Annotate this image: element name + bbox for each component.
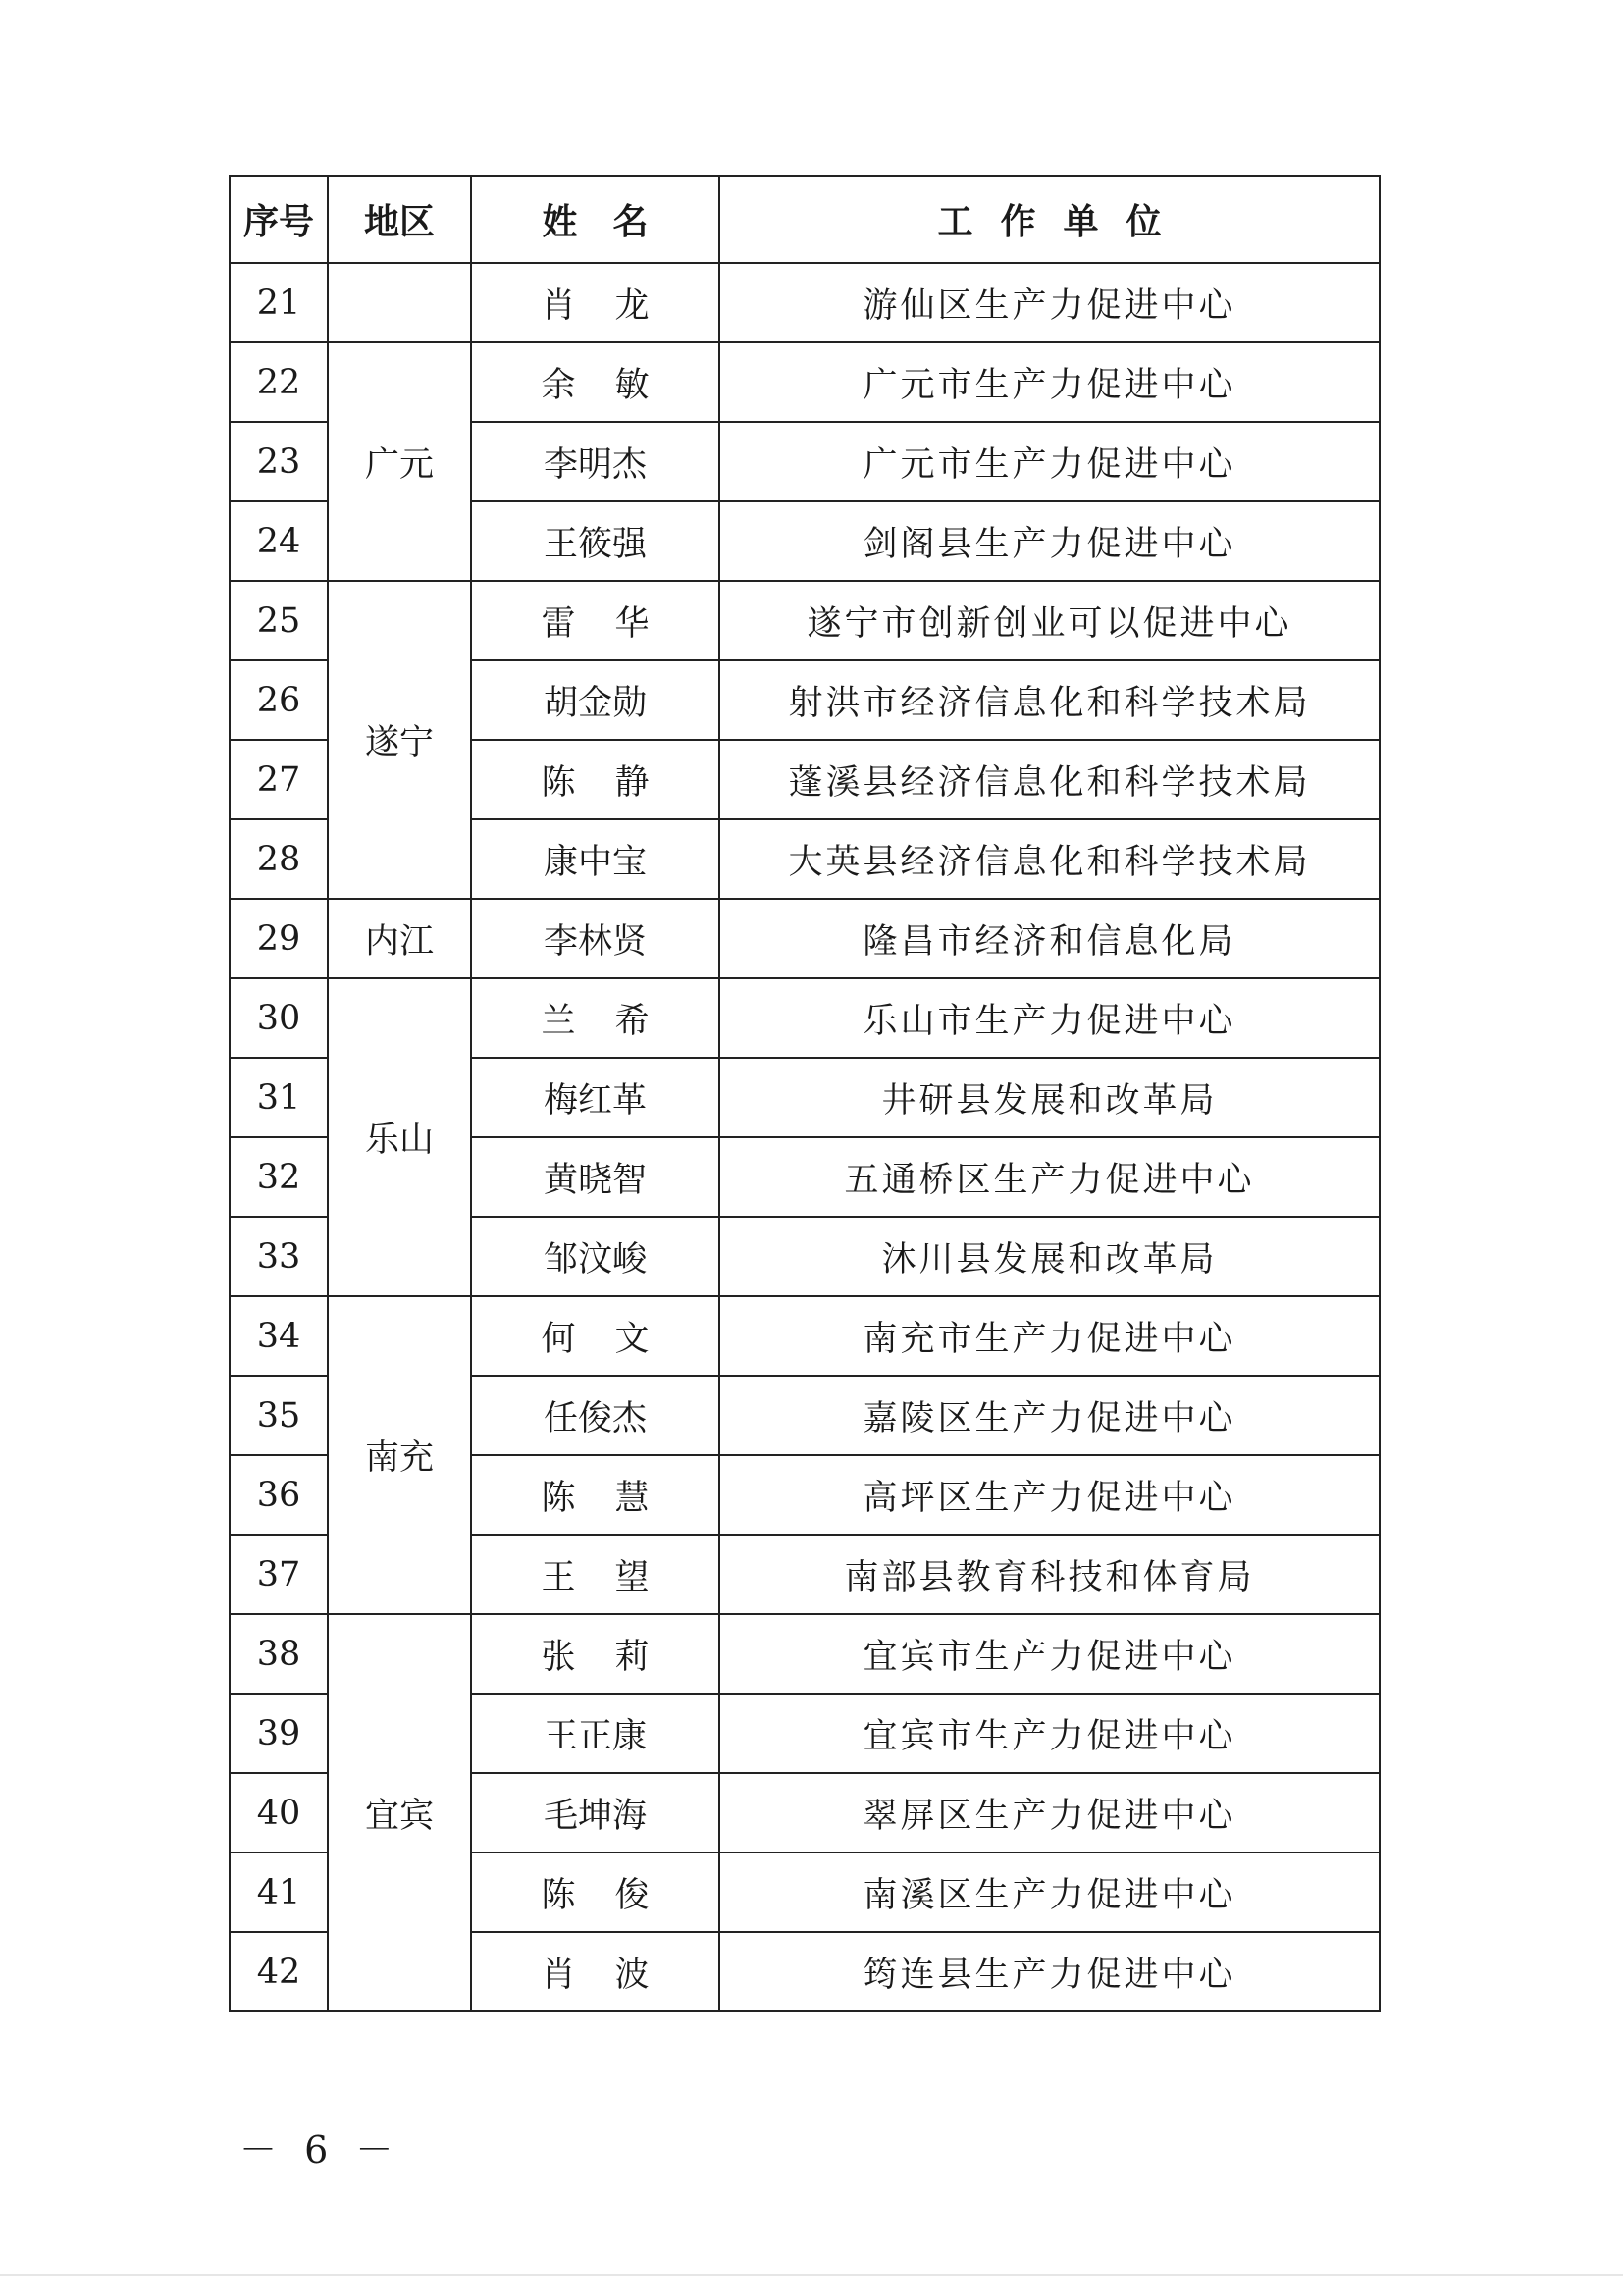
cell-name: 毛坤海 <box>471 1773 719 1852</box>
cell-unit: 大英县经济信息化和科学技术局 <box>719 819 1380 899</box>
cell-seq: 23 <box>230 422 328 501</box>
table-header-row <box>230 176 1380 263</box>
cell-unit: 五通桥区生产力促进中心 <box>719 1137 1380 1217</box>
cell-name: 李明杰 <box>471 422 719 501</box>
table-row <box>230 1614 1380 1694</box>
cell-unit: 剑阁县生产力促进中心 <box>719 501 1380 581</box>
cell-name: 陈俊 <box>471 1852 719 1932</box>
cell-unit: 嘉陵区生产力促进中心 <box>719 1376 1380 1455</box>
cell-name: 张莉 <box>471 1614 719 1694</box>
header-region: 地区 <box>328 176 471 263</box>
table-row <box>230 581 1380 660</box>
cell-name: 康中宝 <box>471 819 719 899</box>
scan-edge-line <box>0 2274 1623 2276</box>
cell-unit: 井研县发展和改革局 <box>719 1058 1380 1137</box>
table-row <box>230 899 1380 978</box>
header-seq: 序号 <box>230 176 328 263</box>
cell-name: 肖波 <box>471 1932 719 2011</box>
cell-name: 何文 <box>471 1296 719 1376</box>
cell-unit: 蓬溪县经济信息化和科学技术局 <box>719 740 1380 819</box>
table-row <box>230 263 1380 342</box>
cell-seq: 32 <box>230 1137 328 1217</box>
cell-name: 余敏 <box>471 342 719 422</box>
cell-unit: 宜宾市生产力促进中心 <box>719 1694 1380 1773</box>
cell-unit: 遂宁市创新创业可以促进中心 <box>719 581 1380 660</box>
cell-name: 王正康 <box>471 1694 719 1773</box>
cell-seq: 26 <box>230 660 328 740</box>
cell-name: 胡金勋 <box>471 660 719 740</box>
cell-unit: 乐山市生产力促进中心 <box>719 978 1380 1058</box>
cell-seq: 29 <box>230 899 328 978</box>
cell-name: 邹汶峻 <box>471 1217 719 1296</box>
cell-seq: 33 <box>230 1217 328 1296</box>
cell-name: 肖龙 <box>471 263 719 342</box>
table-row <box>230 978 1380 1058</box>
cell-name: 梅红革 <box>471 1058 719 1137</box>
cell-seq: 30 <box>230 978 328 1058</box>
cell-seq: 34 <box>230 1296 328 1376</box>
cell-unit: 广元市生产力促进中心 <box>719 422 1380 501</box>
cell-unit: 翠屏区生产力促进中心 <box>719 1773 1380 1852</box>
cell-unit: 南部县教育科技和体育局 <box>719 1535 1380 1614</box>
personnel-table <box>229 175 1381 2012</box>
cell-unit: 广元市生产力促进中心 <box>719 342 1380 422</box>
cell-seq: 38 <box>230 1614 328 1694</box>
cell-seq: 40 <box>230 1773 328 1852</box>
header-name: 姓 名 <box>471 176 719 263</box>
cell-name: 陈慧 <box>471 1455 719 1535</box>
cell-region: 遂宁 <box>328 581 471 899</box>
table-body <box>230 263 1380 2011</box>
cell-unit: 游仙区生产力促进中心 <box>719 263 1380 342</box>
cell-seq: 39 <box>230 1694 328 1773</box>
cell-unit: 南溪区生产力促进中心 <box>719 1852 1380 1932</box>
cell-seq: 27 <box>230 740 328 819</box>
cell-name: 李林贤 <box>471 899 719 978</box>
cell-unit: 射洪市经济信息化和科学技术局 <box>719 660 1380 740</box>
cell-seq: 28 <box>230 819 328 899</box>
cell-seq: 21 <box>230 263 328 342</box>
cell-region: 乐山 <box>328 978 471 1296</box>
cell-seq: 36 <box>230 1455 328 1535</box>
cell-unit: 筠连县生产力促进中心 <box>719 1932 1380 2011</box>
page-number: － 6 － <box>239 2128 401 2171</box>
cell-name: 雷华 <box>471 581 719 660</box>
cell-unit: 高坪区生产力促进中心 <box>719 1455 1380 1535</box>
cell-region <box>328 263 471 342</box>
table-row <box>230 1296 1380 1376</box>
cell-name: 任俊杰 <box>471 1376 719 1455</box>
cell-name: 陈静 <box>471 740 719 819</box>
cell-name: 王筱强 <box>471 501 719 581</box>
cell-name: 王望 <box>471 1535 719 1614</box>
cell-unit: 南充市生产力促进中心 <box>719 1296 1380 1376</box>
cell-seq: 35 <box>230 1376 328 1455</box>
cell-region: 南充 <box>328 1296 471 1614</box>
cell-unit: 隆昌市经济和信息化局 <box>719 899 1380 978</box>
cell-seq: 22 <box>230 342 328 422</box>
table-row <box>230 342 1380 422</box>
header-unit: 工作单位 <box>719 176 1380 263</box>
cell-name: 兰希 <box>471 978 719 1058</box>
cell-region: 广元 <box>328 342 471 581</box>
cell-region: 宜宾 <box>328 1614 471 2011</box>
cell-unit: 沐川县发展和改革局 <box>719 1217 1380 1296</box>
cell-unit: 宜宾市生产力促进中心 <box>719 1614 1380 1694</box>
cell-seq: 31 <box>230 1058 328 1137</box>
cell-seq: 41 <box>230 1852 328 1932</box>
cell-seq: 25 <box>230 581 328 660</box>
cell-seq: 37 <box>230 1535 328 1614</box>
cell-seq: 24 <box>230 501 328 581</box>
cell-name: 黄晓智 <box>471 1137 719 1217</box>
cell-seq: 42 <box>230 1932 328 2011</box>
cell-region: 内江 <box>328 899 471 978</box>
